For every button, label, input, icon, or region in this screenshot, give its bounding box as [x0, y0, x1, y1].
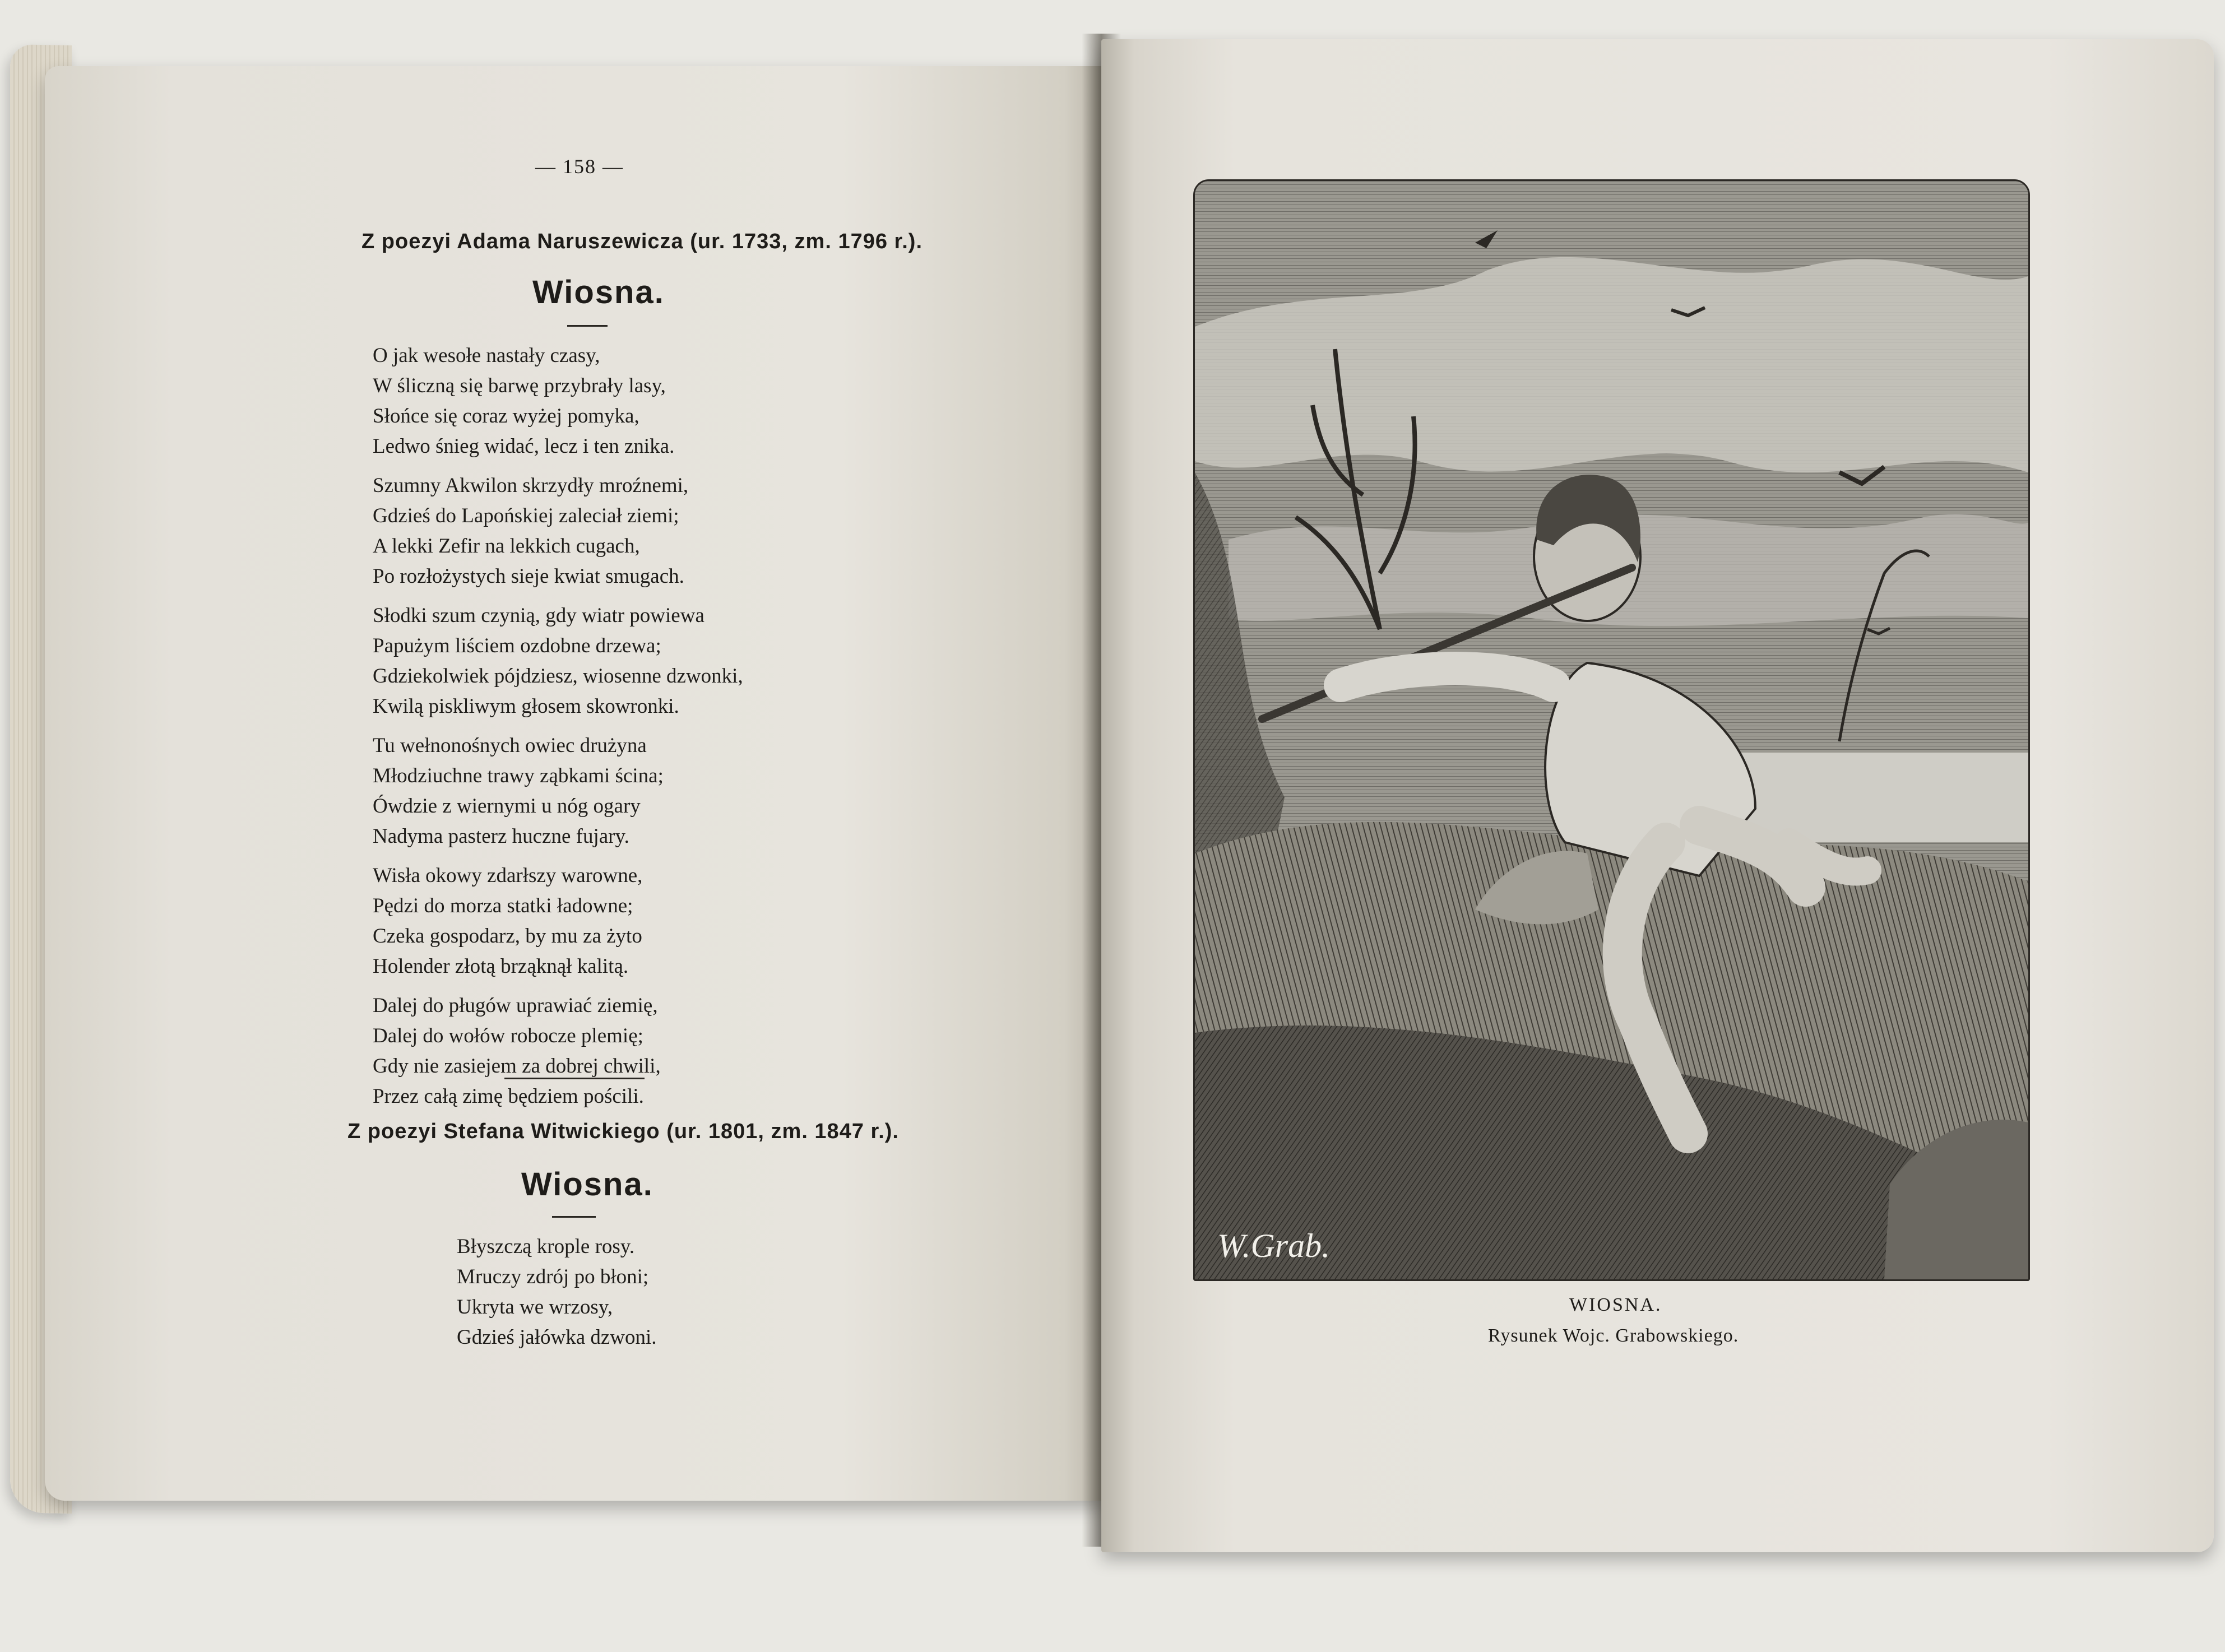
verse-line: Czeka gospodarz, by mu za żyto: [373, 925, 642, 948]
verse-line: Błyszczą krople rosy.: [457, 1235, 635, 1258]
verse-line: O jak wesołe nastały czasy,: [373, 344, 600, 367]
verse-line: Papużym liściem ozdobne drzewa;: [373, 634, 661, 657]
stanza: [373, 991, 743, 1112]
verse-line: Gdziekolwiek pójdziesz, wiosenne dzwonki,: [373, 665, 743, 688]
section-divider: [504, 1078, 645, 1079]
verse-line: Wisła okowy zdarłszy warowne,: [373, 864, 643, 887]
verse-line: Pędzi do morza statki ładowne;: [373, 894, 633, 917]
verse-line: Nadyma pasterz huczne fujary.: [373, 825, 629, 848]
stanza: [373, 341, 743, 462]
stanza: [373, 731, 743, 852]
stanza: [457, 1232, 657, 1353]
stanza: [373, 861, 743, 982]
poem2-title: Wiosna.: [521, 1166, 653, 1203]
verse-line: Tu wełnonośnych owiec drużyna: [373, 734, 647, 757]
verse-line: Ukryta we wrzosy,: [457, 1296, 613, 1319]
verse-line: Słońce się coraz wyżej pomyka,: [373, 405, 639, 428]
poem2-title-rule: [552, 1216, 596, 1218]
verse-line: Gdy nie zasiejem za dobrej chwili,: [373, 1055, 661, 1078]
verse-line: Dalej do wołów robocze plemię;: [373, 1024, 643, 1047]
verse-line: Młodziuchne trawy ząbkami ścina;: [373, 764, 664, 787]
verse-line: Dalej do pługów uprawiać ziemię,: [373, 994, 658, 1017]
verse-line: Ledwo śnieg widać, lecz i ten znika.: [373, 435, 675, 458]
poem2-credit: Z poezyi Stefana Witwickiego (ur. 1801, zm. 1847 r.).: [347, 1120, 899, 1143]
poem1-title-rule: [567, 325, 608, 327]
poem2-verses: [457, 1232, 657, 1362]
poem1-title: Wiosna.: [532, 274, 665, 310]
left-page: [45, 66, 1107, 1501]
verse-line: W śliczną się barwę przybrały lasy,: [373, 374, 666, 397]
engraving-signature: W.Grab.: [1217, 1227, 1331, 1264]
verse-line: Holender złotą brząknął kalitą.: [373, 955, 629, 978]
stanza: [373, 601, 743, 722]
engraving-illustration: [1193, 179, 2030, 1281]
illustration-credit: Rysunek Wojc. Grabowskiego.: [1488, 1325, 1739, 1346]
poem1-credit: Z poezyi Adama Naruszewicza (ur. 1733, zm. 1796 r.).: [361, 230, 923, 253]
page-number: — 158 —: [535, 155, 624, 178]
verse-line: Gdzieś do Lapońskiej zaleciał ziemi;: [373, 504, 679, 527]
right-page: [1101, 39, 2214, 1552]
verse-line: Po rozłożystych sieje kwiat smugach.: [373, 565, 684, 588]
illustration-caption: WIOSNA.: [1569, 1294, 1662, 1315]
verse-line: Ówdzie z wiernymi u nóg ogary: [373, 795, 641, 818]
poem1-verses: [373, 341, 743, 1121]
verse-line: Przez całą zimę będziem pościli.: [373, 1085, 644, 1108]
boy-playing-flute-engraving: [1195, 181, 2028, 1279]
verse-line: Mruczy zdrój po błoni;: [457, 1265, 649, 1288]
verse-line: Kwilą piskliwym głosem skowronki.: [373, 695, 679, 718]
verse-line: A lekki Zefir na lekkich cugach,: [373, 535, 640, 558]
verse-line: Szumny Akwilon skrzydły mroźnemi,: [373, 474, 689, 497]
stanza: [373, 471, 743, 592]
verse-line: Gdzieś jałówka dzwoni.: [457, 1326, 657, 1349]
verse-line: Słodki szum czynią, gdy wiatr powiewa: [373, 604, 704, 627]
